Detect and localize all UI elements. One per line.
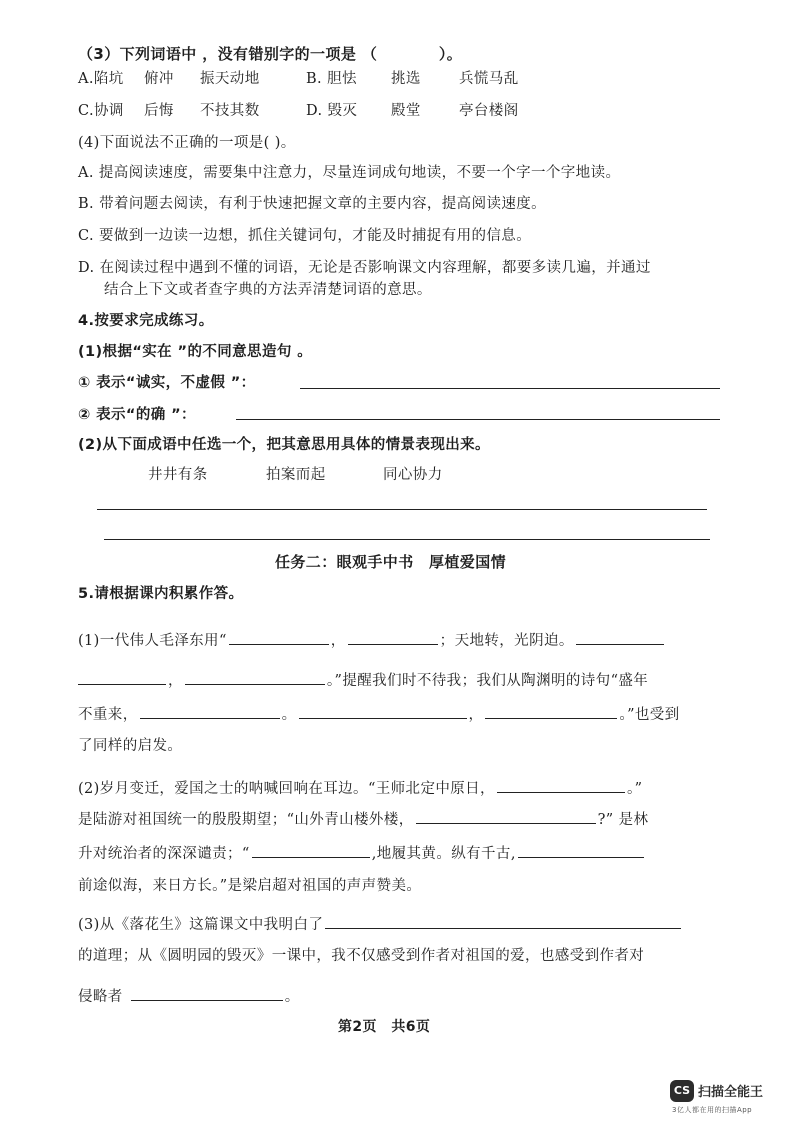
sec5-p3-line1 [78,914,683,935]
sec4-part2: (2)从下面成语中任选一个，把其意思用具体的情景表现出来。 [78,437,490,453]
q3-option-c-word2: 后悔 [144,103,174,119]
sec4-part1: (1)根据“实在 ”的不同意思造句 。 [78,344,313,360]
sec5-p1-line2 [78,670,648,691]
answer-line[interactable] [236,419,720,420]
answer-line[interactable] [104,539,710,540]
page-number: 第2页 共6页 [338,1019,431,1035]
q4-option-d: D. 在阅读过程中遇到不懂的词语，无论是否影响课文内容理解，都要多读几遍，并通过 [78,260,651,276]
sec5-p1-line3 [78,704,680,725]
text: 。”也受到 [619,707,680,723]
q4-option-a: A. 提高阅读速度，需要集中注意力，尽量连词成句地读，不要一个字一个字地读。 [78,165,621,181]
blank[interactable] [416,809,596,824]
text: 升对统治者的深深谴责；“ [78,846,250,862]
blank[interactable] [185,670,325,685]
q3-option-b-word3: 兵慌马乱 [459,71,519,87]
q4-stem: (4)下面说法不正确的一项是( )。 [78,135,296,151]
text: (1)一代伟人毛泽东用“ [78,633,227,649]
sec5-p3-line2: 的道理；从《圆明园的毁灭》一课中，我不仅感受到作者对祖国的爱，也感受到作者对 [78,948,645,964]
blank[interactable] [299,704,467,719]
sec5-p3-line3 [78,986,300,1007]
text: 侵略者 [78,989,123,1005]
text: (3)从《落花生》这篇课文中我明白了 [78,917,324,933]
watermark-subtitle: 3亿人都在用的扫描App [672,1106,753,1114]
q4-option-c: C. 要做到一边读一边想，抓住关键词句，才能及时捕捉有用的信息。 [78,228,532,244]
sec5-title: 5.请根据课内积累作答。 [78,586,244,602]
blank[interactable] [518,843,644,858]
q3-option-a: A.陷坑 [78,71,124,87]
q4-option-b: B. 带着问题去阅读，有利于快速把握文章的主要内容，提高阅读速度。 [78,196,547,212]
sec5-p2-line3 [78,843,646,864]
sec5-p2-line1 [78,778,642,799]
q3-option-c-word3: 不技其数 [200,103,260,119]
q3-stem: （3）下列词语中 ，没有错别字的一项是 （ ）。 [78,45,463,63]
text: 是陆游对祖国统一的殷殷期望；“山外青山楼外楼， [78,812,414,828]
answer-line[interactable] [97,509,707,510]
text: ?” 是林 [597,812,649,828]
q4-option-d-cont: 结合上下文或者查字典的方法弄清楚词语的意思。 [104,282,432,298]
blank[interactable] [576,630,664,645]
task2-heading: 任务二：眼观手中书 厚植爱国情 [275,553,507,571]
q3-option-d-word3: 亭台楼阁 [459,103,519,119]
blank[interactable] [140,704,280,719]
blank[interactable] [325,914,681,929]
text: 。” [626,781,643,797]
watermark-name: 扫描全能王 [698,1085,764,1100]
q3-option-c: C.协调 [78,103,124,119]
blank[interactable] [497,778,625,793]
blank[interactable] [229,630,329,645]
blank[interactable] [348,630,438,645]
answer-line[interactable] [300,388,720,389]
text: ,地履其黄。纵有千古, [371,846,516,862]
text: (2)岁月变迁，爱国之士的呐喊回响在耳边。“王师北定中原日， [78,781,495,797]
text: ；天地转，光阴迫。 [439,633,574,649]
sec4-meaning2-label: ② 表示“的确 ”： [78,407,196,423]
text: 。 [284,989,300,1005]
sec5-p1-line1 [78,630,666,651]
q3-option-a-word2: 俯冲 [144,71,174,87]
sec5-p1-line4: 了同样的启发。 [78,738,183,754]
text: 。”提醒我们时不待我；我们从陶渊明的诗句“盛年 [326,673,649,689]
q3-option-d: D. 毁灭 [306,103,358,119]
q3-option-d-word2: 殿堂 [391,103,421,119]
idiom-1: 井井有条 [148,467,208,483]
sec4-title: 4.按要求完成练习。 [78,313,214,329]
blank[interactable] [131,986,283,1001]
q3-option-b: B. 胆怯 [306,71,357,87]
blank[interactable] [485,704,617,719]
camscanner-logo-icon: CS [670,1080,694,1102]
text: ， [168,673,183,689]
text: 。 [281,707,297,723]
q3-option-b-word2: 挑选 [391,71,421,87]
sec4-meaning1-label: ① 表示“诚实，不虚假 ”： [78,375,256,391]
sec5-p2-line2 [78,809,648,830]
q3-option-a-word3: 振天动地 [200,71,260,87]
sec5-p2-line4: 前途似海，来日方长。”是梁启超对祖国的声声赞美。 [78,878,422,894]
idiom-3: 同心协力 [383,467,443,483]
blank[interactable] [78,670,166,685]
text: ， [330,633,346,649]
blank[interactable] [252,843,370,858]
text: ， [468,707,484,723]
idiom-2: 拍案而起 [266,467,326,483]
text: 不重来， [78,707,138,723]
scanner-watermark [670,1080,780,1120]
